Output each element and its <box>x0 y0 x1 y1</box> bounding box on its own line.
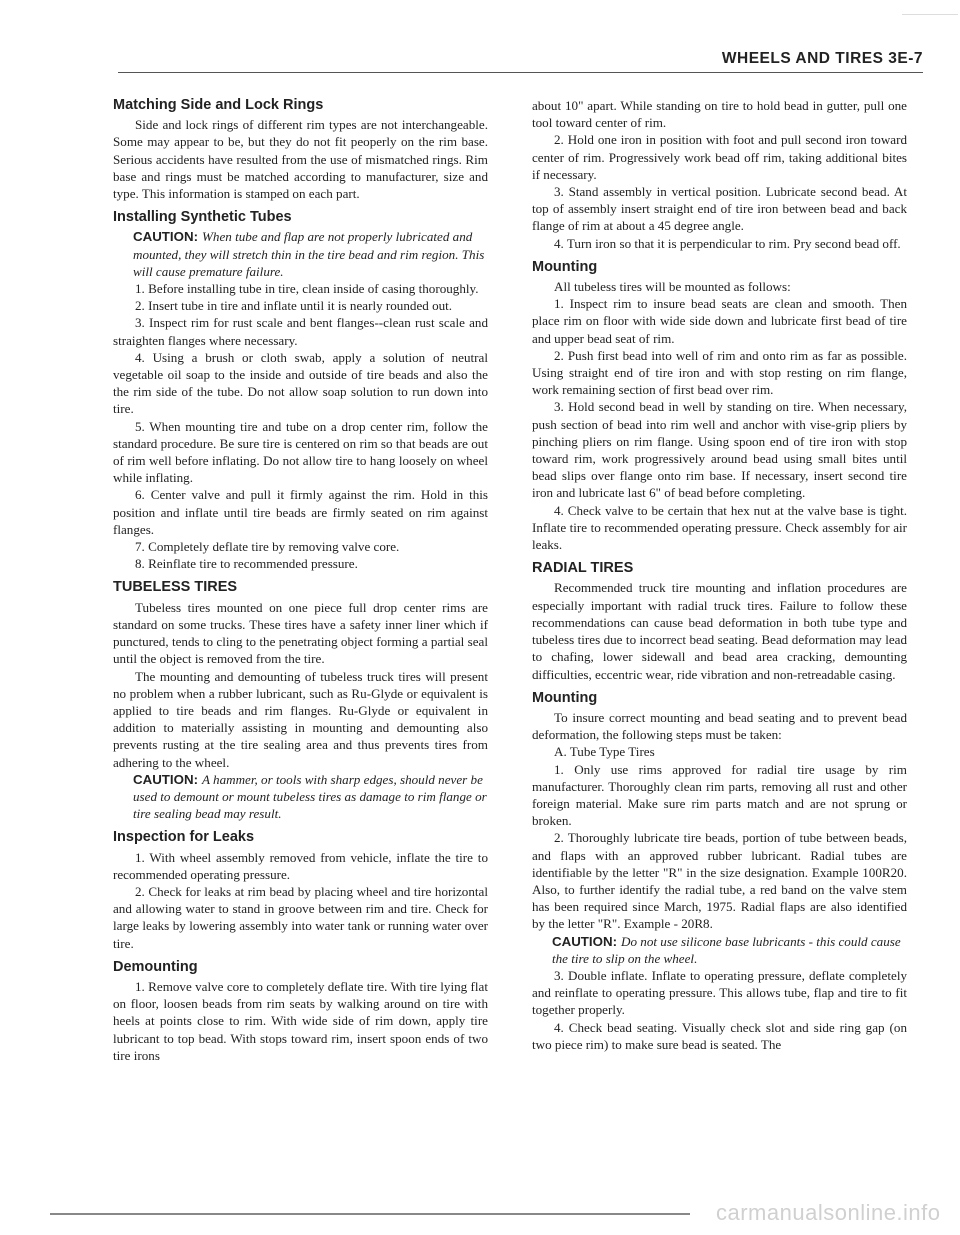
paragraph: Recommended truck tire mounting and inflation procedures are especially important with radial truck tires. Failure to follow these recommendations can cause bead deformation in both tube type and tubeless tires due to incorrect bead seating. Bead deformation may lead to chafing, lower sidewall and bead area cracking, demounting difficulties, eccentric wear, ride vibration and non-retreadable casing. <box>532 580 907 682</box>
right-column <box>532 97 907 1053</box>
paragraph: All tubeless tires will be mounted as follows: <box>554 279 791 295</box>
list-item: 1. Before installing tube in tire, clean inside of casing thoroughly. <box>135 281 479 297</box>
list-item: 3. Hold second bead in well by standing on tire. When necessary, push section of bead into rim well and anchor with vise-grip pliers by pinching pliers on rim flange. Using spoon end of tire iron with stop toward rim, work progressively around bead using small bites until bead slips over flange onto rim base. If necessary, insert second tire iron and lubricate last 6" of bead before completing. <box>532 399 907 501</box>
section-title-matching-rings: Matching Side and Lock Rings <box>113 97 324 113</box>
paragraph: about 10" apart. While standing on tire to hold bead in gutter, pull one tool toward center of rim. <box>532 98 907 131</box>
section-title-installing-tubes: Installing Synthetic Tubes <box>113 209 292 226</box>
list-item: 4. Turn iron so that it is perpendicular to rim. Pry second bead off. <box>554 235 901 251</box>
caution-note <box>133 771 488 823</box>
caution-text: Do not use silicone base lubricants - this could cause the tire to slip on the wheel. <box>552 933 901 966</box>
list-item: 1. With wheel assembly removed from vehicle, inflate the tire to recommended operating pressure. <box>113 849 488 882</box>
list-item: 6. Center valve and pull it firmly against the rim. Hold in this position and inflate until tire beads are firmly seated on rim against flanges. <box>113 487 488 537</box>
page-header: WHEELS AND TIRES 3E-7 <box>721 50 923 67</box>
list-item: 2. Check for leaks at rim bead by placing wheel and tire horizontal and allowing water to stand in groove between rim and tire. Check for large leaks by lowering assembly into water tank or running water over tire. <box>113 883 488 951</box>
subheading-tube-type: A. Tube Type Tires <box>554 744 655 760</box>
watermark: carmanualsonline.info <box>716 1200 941 1225</box>
list-item: 7. Completely deflate tire by removing valve core. <box>135 539 400 555</box>
list-item: 1. Only use rims approved for radial tire usage by rim manufacturer. Thoroughly clean rim parts, removing all rust and other foreign material. Make sure rim parts match and are not sprung or broken. <box>532 761 907 829</box>
corner-mark <box>902 0 958 15</box>
caution-label: CAUTION: <box>133 771 198 787</box>
caution-text: When tube and flap are not properly lubricated and mounted, they will stretch thin in the tire bead and rim region. This will cause premature failure. <box>133 229 485 279</box>
section-title-demounting: Demounting <box>113 958 198 975</box>
footer-rule <box>50 1213 690 1215</box>
list-item: 8. Reinflate tire to recommended pressure. <box>135 556 358 572</box>
list-item: 3. Inspect rim for rust scale and bent flanges--clean rust scale and straighten flanges where necessary. <box>113 315 488 348</box>
paragraph: The mounting and demounting of tubeless truck tires will present no problem when a rubber lubricant, such as Ru-Glyde or equivalent is applied to tire beads and rim flanges. Ru-Glyde or equivalent in addition to materially assisting in mounting and demounting also prevents rusting at the tire sealing area and thus prevents tires from adhering to the wheel. <box>113 668 488 770</box>
list-item: 2. Push first bead into well of rim and onto rim as far as possible. Using straight end of tire iron and with stop resting on rim flange, work remaining section of first bead over rim. <box>532 347 907 398</box>
list-item: 3. Stand assembly in vertical position. Lubricate second bead. At top of assembly insert straight end of tire iron between bead and back flange of rim at about a 45 degree angle. <box>532 184 907 234</box>
paragraph: Tubeless tires mounted on one piece full drop center rims are standard on some trucks. These tires have a safety inner liner which if punctured, tends to cling to the penetrating object forming a partial seal until the object is removed from the tire. <box>113 599 488 667</box>
list-item: 3. Double inflate. Inflate to operating pressure, deflate completely and reinflate to operating pressure. This allows tube, flap and tire to fit together properly. <box>532 967 907 1018</box>
section-title-inspection-leaks: Inspection for Leaks <box>113 829 255 846</box>
section-title-tubeless-tires: TUBELESS TIRES <box>113 579 238 596</box>
caution-label: CAUTION: <box>552 933 617 949</box>
section-title-radial-mounting: Mounting <box>532 689 598 706</box>
list-item: 1. Inspect rim to insure bead seats are clean and smooth. Then place rim on floor with wide side down and lubricate first bead of tire and upper bead seat of rim. <box>532 296 907 346</box>
list-item: 2. Hold one iron in position with foot and pull second iron toward center of rim. Progressively work bead off rim, taking additional bites if necessary. <box>532 132 907 182</box>
list-item: 4. Check bead seating. Visually check slot and side ring gap (on two piece rim) to make sure bead is seated. The <box>532 1019 907 1052</box>
paragraph: To insure correct mounting and bead seating and to prevent bead deformation, the following steps must be taken: <box>532 709 907 743</box>
caution-text: A hammer, or tools with sharp edges, should never be used to demount or mount tubeless tires as damage to rim flange or tire sealing bead may result. <box>133 771 487 822</box>
caution-label: CAUTION: <box>133 229 198 245</box>
left-column <box>113 97 488 1064</box>
list-item: 1. Remove valve core to completely deflate tire. With tire lying flat on floor, loosen beads from rim seats by walking around on tire with heels at points close to rim. With wide side of rim down, apply tire lubricant to top bead. With stops toward rim, insert spoon ends of two tire irons <box>113 978 488 1063</box>
list-item: 2. Thoroughly lubricate tire beads, portion of tube between beads, and flaps with an approved rubber lubricant. Radial tubes are identifiable by the letter "R" in the size designation. Example 100R20. Also, to further identify the radial tube, a red band on the valve stem has been required since March, 1975. Radial flaps are also identified by the letter "R". Example - 20R8. <box>532 830 907 932</box>
caution-note <box>552 933 907 967</box>
list-item: 4. Check valve to be certain that hex nut at the valve base is tight. Inflate tire to recommended operating pressure. Check assembly for air leaks. <box>532 502 907 553</box>
paragraph: Side and lock rings of different rim types are not interchangeable. Some may appear to be, but they do not fit peoperly on the rim base. Serious accidents have resulted from the use of mismatched rings. Rim base and rings must be matched according to manufacturer, size and type. This information is stamped on each part. <box>113 117 488 202</box>
list-item: 4. Using a brush or cloth swab, apply a solution of neutral vegetable oil soap to the inside and outside of tire beads and also the the rim side of the tube. Do not allow soap solution to run down into tire. <box>113 349 488 417</box>
header-rule <box>118 72 923 73</box>
section-title-mounting: Mounting <box>532 258 598 275</box>
list-item: 5. When mounting tire and tube on a drop center rim, follow the standard procedure. Be sure tire is centered on rim so that beads are out of rim well before inflating. Do not allow tire to hang loosely on wheel while inflating. <box>113 418 488 486</box>
caution-note <box>133 228 488 280</box>
section-title-radial-tires: RADIAL TIRES <box>532 560 634 577</box>
list-item: 2. Insert tube in tire and inflate until it is nearly rounded out. <box>135 298 453 314</box>
